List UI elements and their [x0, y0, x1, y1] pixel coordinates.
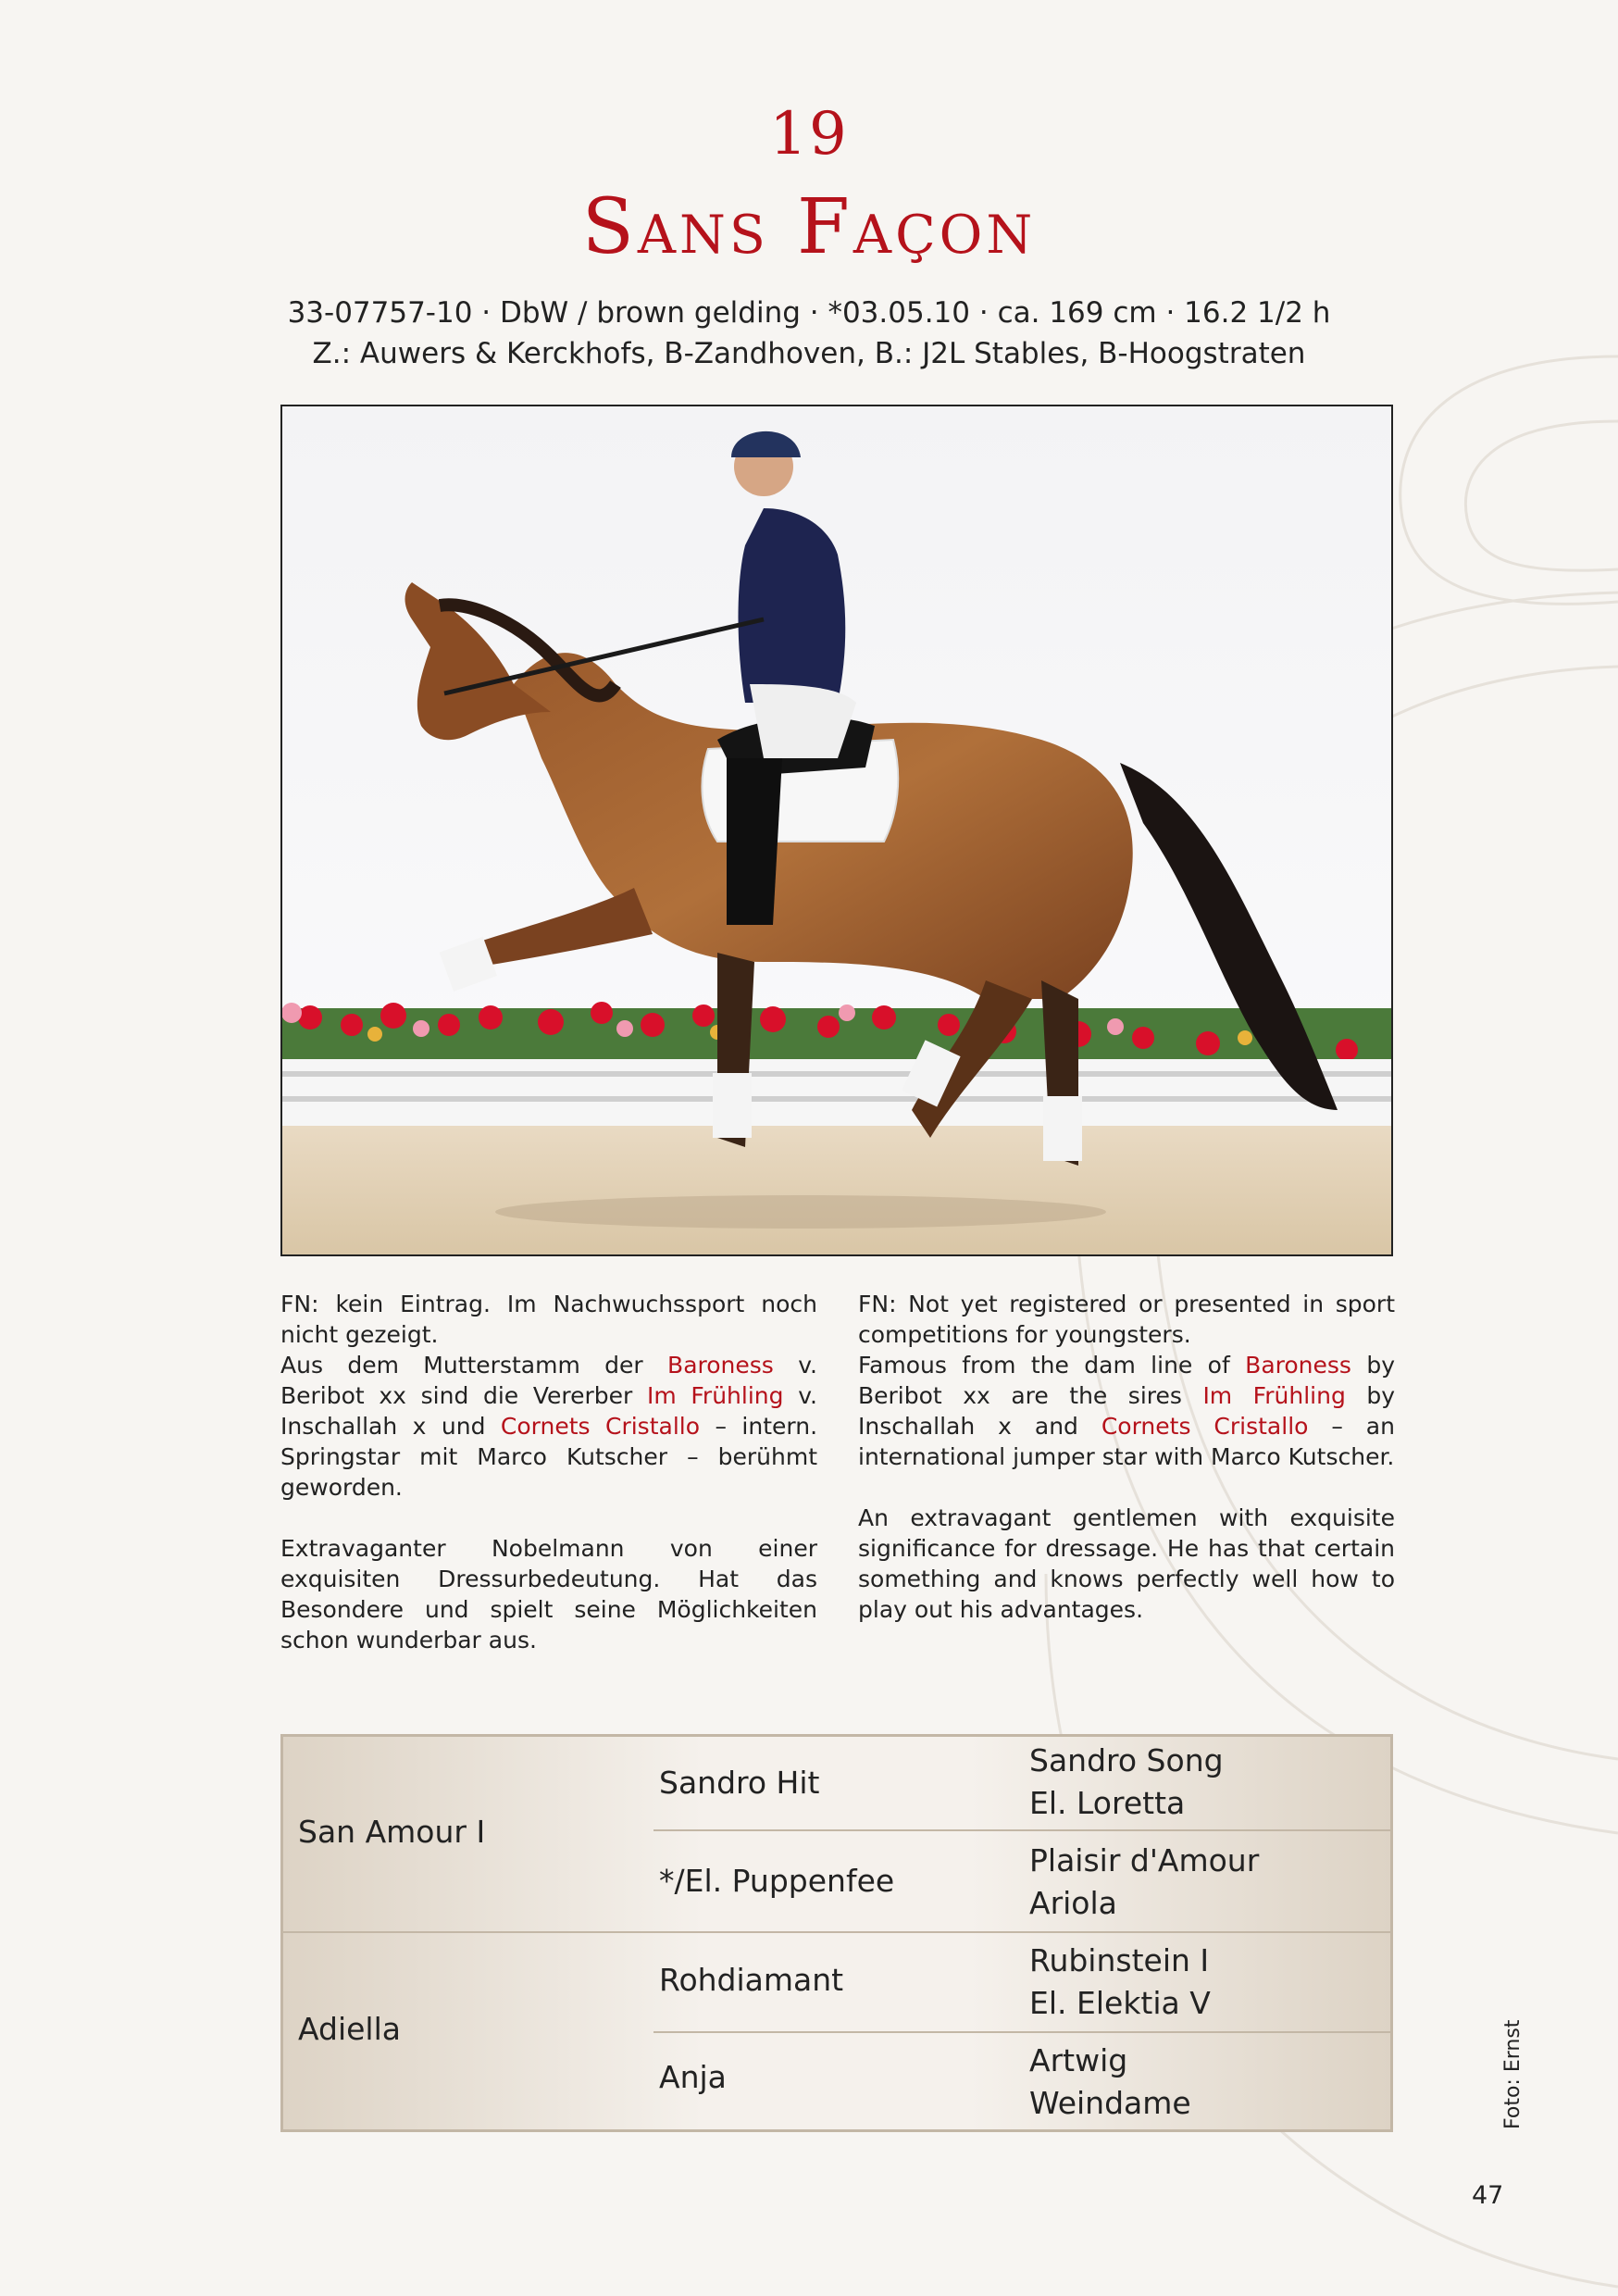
horse-photo-illustration — [282, 406, 1391, 1254]
german-fn-text: FN: kein Eintrag. Im Nachwuchssport noch nicht gezeigt. — [280, 1291, 817, 1348]
english-kutscher-text: – an international jumper star with Marco Kutscher. — [858, 1413, 1395, 1470]
pedigree-sire-sire: Sandro Hit — [659, 1765, 820, 1801]
pedigree-sds: Plaisir d'Amour — [1029, 1842, 1260, 1878]
english-cornets-cristallo: Cornets Cristallo — [1101, 1413, 1309, 1440]
german-cornets-cristallo: Cornets Cristallo — [500, 1413, 701, 1440]
pedigree-sss: Sandro Song — [1029, 1742, 1224, 1778]
lot-number: 19 — [769, 100, 849, 168]
german-kutscher-text: – intern. Springstar mit Marco Kutscher – berühmt geworden. — [280, 1413, 818, 1501]
english-beribot-text: by Beribot xx are the sires — [858, 1352, 1396, 1409]
german-paragraph-2: Extravaganter Nobelmann von einer exquisiten Dressurbedeutung. Hat das Besondere und spielt seine Möglichkeiten schon wunderbar aus. — [280, 1535, 817, 1653]
horse-photo — [280, 405, 1393, 1256]
pedigree-divider-main — [283, 1931, 1390, 1933]
pedigree-sire-dam: */El. Puppenfee — [659, 1863, 895, 1899]
german-im-fruehling: Im Frühling — [646, 1382, 784, 1409]
german-baroness: Baroness — [667, 1352, 774, 1379]
pedigree-sdd: Ariola — [1029, 1885, 1117, 1921]
pedigree-divider-upper — [653, 1829, 1390, 1831]
english-paragraph-2: An extravagant gentlemen with exquisite significance for dressage. He has that certain something and knows perfectly well how to play out his advantages. — [858, 1504, 1395, 1623]
english-dam-line-intro: Famous from the dam line of — [858, 1352, 1230, 1379]
pedigree-ddd: Weindame — [1029, 2085, 1191, 2121]
english-inschallah-text: by Inschallah x and — [858, 1382, 1395, 1440]
pedigree-sire: San Amour I — [298, 1814, 486, 1850]
english-paragraph-1 — [858, 1289, 1395, 1472]
english-baroness: Baroness — [1245, 1352, 1351, 1379]
german-paragraph-1 — [280, 1289, 817, 1503]
pedigree-dam-dam: Anja — [659, 2059, 727, 2095]
pedigree-table — [280, 1734, 1393, 2132]
english-im-fruehling: Im Frühling — [1202, 1382, 1346, 1409]
page-number: 47 — [1472, 2181, 1504, 2210]
photo-credit: Foto: Ernst — [1501, 2019, 1525, 2129]
german-beribot-text: v. Beribot xx sind die Vererber — [280, 1352, 817, 1409]
pedigree-dss: Rubinstein I — [1029, 1942, 1210, 1978]
pedigree-dam: Adiella — [298, 2011, 401, 2047]
pedigree-dam-sire: Rohdiamant — [659, 1962, 844, 1998]
pedigree-ssd: El. Loretta — [1029, 1785, 1186, 1821]
english-fn-text: FN: Not yet registered or presented in sport competitions for youngsters. — [858, 1291, 1395, 1348]
description-german — [280, 1289, 817, 1686]
details-line-1: 33-07757-10 · DbW / brown gelding · *03.05.10 · ca. 169 cm · 16.2 1/2 h — [287, 296, 1331, 330]
horse-name: Sans Façon — [581, 183, 1037, 271]
pedigree-divider-lower — [653, 2031, 1390, 2033]
german-inschallah-text: v. Inschallah x und — [280, 1382, 817, 1440]
pedigree-dsd: El. Elektia V — [1029, 1985, 1211, 2021]
details-line-2: Z.: Auwers & Kerckhofs, B-Zandhoven, B.: J2L Stables, B-Hoogstraten — [312, 337, 1306, 370]
description-english — [858, 1289, 1395, 1655]
german-dam-line-intro: Aus dem Mutterstamm der — [280, 1352, 643, 1379]
pedigree-dds: Artwig — [1029, 2042, 1128, 2078]
horse-details — [0, 293, 1618, 374]
